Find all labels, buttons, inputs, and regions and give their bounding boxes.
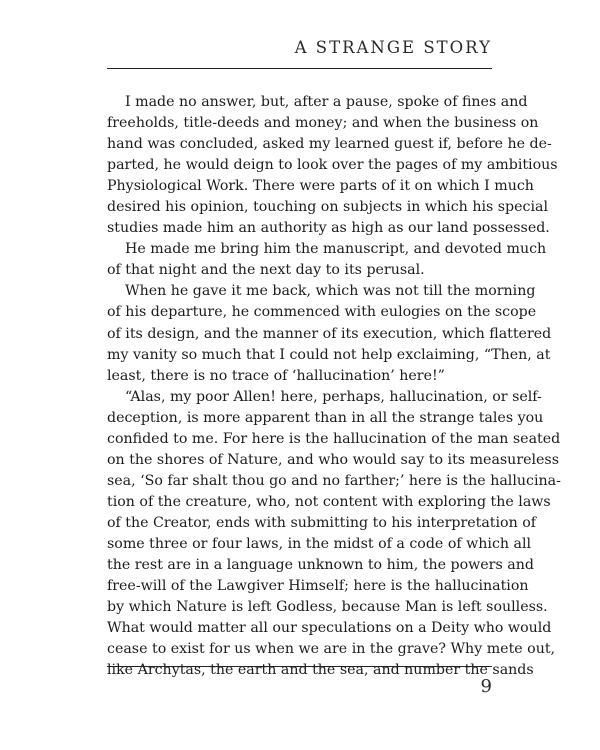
text-line: free-will of the Lawgiver Himself; here is the hallucination — [107, 578, 529, 595]
text-line: on the shores of Nature, and who would say to its measureless — [107, 451, 559, 468]
text-line: some three or four laws, in the midst of a code of which all — [107, 535, 532, 552]
body-text — [107, 92, 561, 681]
text-line: When he gave it me back, which was not till the morning — [125, 283, 536, 300]
text-line: parted, he would deign to look over the pages of my ambitious — [107, 157, 558, 174]
text-line: He made me bring him the manuscript, and devoted much — [125, 241, 547, 258]
text-line: least, there is no trace of ‘hallucination’ here!” — [107, 367, 445, 384]
running-head-title: A STRANGE STORY — [294, 38, 492, 57]
text-line: by which Nature is left Godless, because Man is left soulless. — [107, 599, 548, 616]
text-line: I made no answer, but, after a pause, spoke of fines and — [125, 94, 528, 110]
text-line: like Archytas, the earth and the sea, and number the sands — [107, 662, 534, 679]
text-line: of its design, and the manner of its execution, which flattered — [107, 325, 552, 342]
header-rule — [107, 68, 492, 69]
text-line: of his departure, he commenced with eulogies on the scope — [107, 304, 537, 321]
footer-rule — [107, 666, 492, 667]
text-line: Physiological Work. There were parts of it on which I much — [107, 178, 534, 195]
text-line: desired his opinion, touching on subjects in which his special — [107, 199, 549, 216]
text-line: of the Creator, ends with submitting to his interpretation of — [107, 514, 537, 531]
page-number: 9 — [480, 676, 492, 697]
text-line: What would matter all our speculations on a Deity who would — [107, 620, 552, 637]
text-line: confided to me. For here is the hallucination of the man seated — [107, 430, 561, 447]
text-line: deception, is more apparent than in all the strange tales you — [107, 409, 544, 426]
text-line: sea, ‘So far shalt thou go and no farther;’ here is the hallucina- — [107, 472, 561, 489]
text-line: “Alas, my poor Allen! here, perhaps, hallucination, or self- — [125, 388, 542, 405]
text-line: studies made him an authority as high as our land possessed. — [107, 220, 550, 237]
text-line: tion of the creature, who, not content with exploring the laws — [107, 493, 551, 510]
text-line: hand was concluded, asked my learned guest if, before he de- — [107, 136, 552, 153]
text-line: of that night and the next day to its perusal. — [107, 262, 425, 279]
text-line: cease to exist for us when we are in the grave? Why mete out, — [107, 641, 556, 658]
text-line: my vanity so much that I could not help exclaiming, “Then, at — [107, 346, 551, 363]
text-line: freeholds, title-deeds and money; and when the business on — [107, 115, 539, 132]
text-line: the rest are in a language unknown to him, the powers and — [107, 557, 534, 574]
